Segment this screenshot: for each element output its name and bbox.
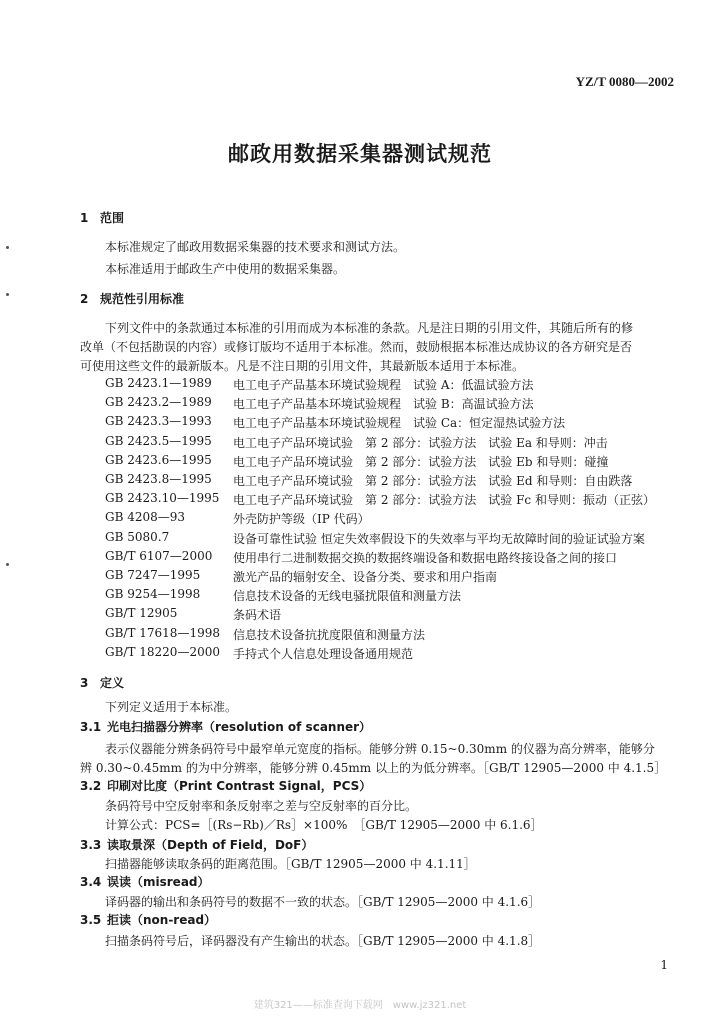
definition-number: 3.2 <box>80 779 102 793</box>
definition-term: 读取景深（Depth of Field，DoF） <box>107 838 314 852</box>
definition-heading <box>80 718 371 735</box>
section-2-heading <box>80 290 184 307</box>
formula: 计算公式：PCS=［(Rs−Rb)／Rs］×100% ［GB/T 12905—2000 中 6.1.6］ <box>105 818 543 832</box>
reference-title: 电工电子产品环境试验 第 2 部分：试验方法 试验 Ea 和导则：冲击 <box>233 436 608 450</box>
paragraph: 下列文件中的条款通过本标准的引用而成为本标准的条款。凡是注日期的引用文件，其随后所有的修 <box>105 321 634 335</box>
reference-code: GB 2423.3—1993 <box>105 414 212 428</box>
reference-code: GB 9254—1998 <box>105 587 201 601</box>
standard-number: YZ/T 0080—2002 <box>575 74 674 89</box>
reference-title: 手持式个人信息处理设备通用规范 <box>233 647 414 661</box>
section-number: 3 <box>80 676 89 690</box>
document-title: 邮政用数据采集器测试规范 <box>228 142 492 166</box>
footer-watermark: 建筑321——标准查询下载网 www.jz321.net <box>253 1000 467 1011</box>
paragraph: 本标准规定了邮政用数据采集器的技术要求和测试方法。 <box>105 240 406 254</box>
reference-code: GB 7247—1995 <box>105 568 201 582</box>
reference-title: 电工电子产品环境试验 第 2 部分：试验方法 试验 Ed 和导则：自由跌落 <box>233 474 633 488</box>
section-number: 1 <box>80 211 89 225</box>
section-1-heading <box>80 209 124 226</box>
definition-term: 拒读（non-read） <box>107 913 217 927</box>
reference-title: 激光产品的辐射安全、设备分类、要求和用户指南 <box>233 570 498 584</box>
reference-code: GB 2423.8—1995 <box>105 472 212 486</box>
definition-term: 印刷对比度（Print Contrast Signal，PCS） <box>107 779 372 793</box>
definition-number: 3.4 <box>80 875 102 889</box>
definition-heading <box>80 836 313 853</box>
reference-title: 电工电子产品基本环境试验规程 试验 Ca：恒定湿热试验方法 <box>233 416 566 430</box>
definition-number: 3.1 <box>80 720 102 734</box>
paragraph: 下列定义适用于本标准。 <box>105 700 238 714</box>
reference-code: GB 2423.5—1995 <box>105 434 212 448</box>
definition-term: 误读（misread） <box>107 875 210 889</box>
reference-code: GB/T 12905 <box>105 606 178 620</box>
reference-title: 条码术语 <box>233 608 282 622</box>
definition-number: 3.3 <box>80 838 102 852</box>
definition-text: 译码器的输出和条码符号的数据不一致的状态。［GB/T 12905—2000 中 4.1.6］ <box>105 895 541 909</box>
reference-title: 信息技术设备抗扰度限值和测量方法 <box>233 628 426 642</box>
scan-mark <box>6 293 9 296</box>
reference-code: GB/T 6107—2000 <box>105 549 213 563</box>
reference-code: GB/T 17618—1998 <box>105 626 220 640</box>
definition-number: 3.5 <box>80 913 102 927</box>
definition-text: 表示仪器能分辨条码符号中最窄单元宽度的指标。能够分辨 0.15~0.30mm 的仪器为高分辨率，能够分 <box>105 742 655 756</box>
definition-heading <box>80 873 210 890</box>
reference-title: 信息技术设备的无线电骚扰限值和测量方法 <box>233 589 462 603</box>
section-title: 定义 <box>100 676 125 690</box>
section-3-heading <box>80 674 124 691</box>
definition-term: 光电扫描器分辨率（resolution of scanner） <box>107 720 372 734</box>
paragraph: 可使用这些文件的最新版本。凡是不注日期的引用文件，其最新版本适用于本标准。 <box>80 359 525 373</box>
definition-text: 辨 0.30~0.45mm 的为中分辨率，能够分辨 0.45mm 以上的为低分辨率。［GB/T 12905—2000 中 4.1.5］ <box>80 761 667 775</box>
definition-heading <box>80 777 371 794</box>
section-title: 范围 <box>100 211 125 225</box>
scan-mark <box>6 563 9 566</box>
reference-code: GB 2423.1—1989 <box>105 376 212 390</box>
reference-title: 使用串行二进制数据交换的数据终端设备和数据电路终接设备之间的接口 <box>233 551 618 565</box>
reference-code: GB 2423.2—1989 <box>105 395 212 409</box>
reference-title: 电工电子产品基本环境试验规程 试验 A：低温试验方法 <box>233 378 534 392</box>
reference-code: GB 2423.6—1995 <box>105 453 212 467</box>
reference-code: GB 5080.7 <box>105 530 170 544</box>
section-number: 2 <box>80 292 89 306</box>
paragraph: 本标准适用于邮政生产中使用的数据采集器。 <box>105 262 346 276</box>
reference-title: 电工电子产品基本环境试验规程 试验 B：高温试验方法 <box>233 397 534 411</box>
reference-title: 外壳防护等级（IP 代码） <box>233 512 370 526</box>
definition-text: 扫描器能够读取条码的距离范围。［GB/T 12905—2000 中 4.1.11］ <box>105 857 476 871</box>
reference-code: GB 4208—93 <box>105 510 186 524</box>
definition-heading <box>80 911 216 928</box>
reference-code: GB/T 18220—2000 <box>105 645 220 659</box>
page-number: 1 <box>660 958 668 972</box>
paragraph: 改单（不包括勘误的内容）或修订版均不适用于本标准。然而，鼓励根据本标准达成协议的各方研究是否 <box>80 340 633 354</box>
scan-mark <box>6 246 9 249</box>
section-title: 规范性引用标准 <box>100 292 185 306</box>
definition-text: 扫描条码符号后，译码器没有产生输出的状态。［GB/T 12905—2000 中 4.1.8］ <box>105 934 541 948</box>
definition-text: 条码符号中空反射率和条反射率之差与空反射率的百分比。 <box>105 799 418 813</box>
reference-title: 电工电子产品环境试验 第 2 部分：试验方法 试验 Fc 和导则：振动（正弦） <box>233 493 655 507</box>
reference-title: 设备可靠性试验 恒定失效率假设下的失效率与平均无故障时间的验证试验方案 <box>233 532 645 546</box>
reference-title: 电工电子产品环境试验 第 2 部分：试验方法 试验 Eb 和导则：碰撞 <box>233 455 609 469</box>
reference-code: GB 2423.10—1995 <box>105 491 220 505</box>
